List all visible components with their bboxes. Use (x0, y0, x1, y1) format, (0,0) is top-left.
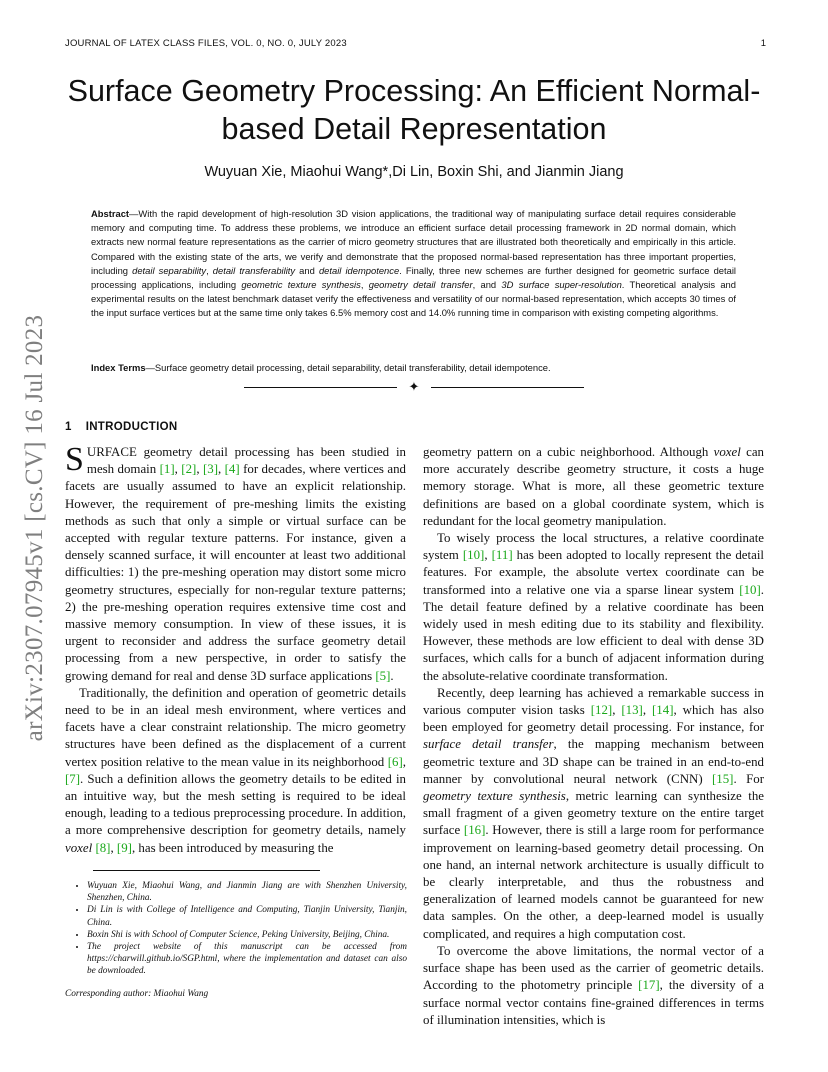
abstract-text: . Theoretical analysis and experimental results on the latest benchmark dataset verify the effectiveness and versatility of our normal-based representation, which accepts 30 times of the input surface vertices but at the same time only takes 6.5% memory cost and 14.0% running time in comparison with existing competing algorithms. (91, 279, 736, 319)
italic-term: surface detail transfer (423, 737, 554, 752)
index-terms-label: Index Terms (91, 362, 146, 373)
citation-link[interactable]: [4] (224, 462, 240, 477)
citation-link[interactable]: [17] (638, 978, 660, 993)
text-run: , the diversity of a surface normal vector contains fine-grained differences in terms of illumination intensities, which is (423, 978, 764, 1027)
abstract-text: and (295, 264, 319, 276)
paragraph (65, 685, 406, 857)
footnote-item: • The project website of this manuscript can be accessed from https://charwill.github.io/SGP.html, where the implementation and dataset can also be downloaded. (87, 941, 407, 978)
abstract-text: —With the rapid development of high-resolution 3D vision applications, the traditional way of manipulating surface detail requires considerable memory and computing time. To address these problems, we introduce an efficient surface detail processing framework in 2D normal domain, which extracts new normal feature representations as the carrier of micro geometry structures that are illustrated both theoretically and empirically in this article. Compared with the existing state of the arts, we verify and demonstrate that the proposed normal-based representation has three important properties, including (91, 208, 736, 276)
section-number: 1 (65, 421, 72, 433)
divider-line (244, 387, 397, 388)
abstract-term: 3D surface super-resolution (501, 279, 622, 291)
abstract-text: . Finally, three new schemes are further designed for geometric surface detail processing applications, including (91, 264, 736, 291)
text-run: can more accurately describe geometry structure, it costs a huge memory storage. What is more, all these geometric texture definitions are based on a global coordinate system, which is redundant for the local geometry manipulation. (423, 445, 764, 528)
section-heading (65, 421, 177, 433)
citation-link[interactable]: [5] (375, 668, 391, 683)
citation-link[interactable]: [15] (712, 771, 734, 786)
citation-link[interactable]: [10] (739, 582, 761, 597)
smallcaps-lead: URFACE (86, 445, 137, 459)
right-column (423, 444, 764, 1029)
text-run: , which has also been employed for geometry detail processing. For instance, for (423, 703, 764, 735)
italic-term: voxel (65, 840, 93, 855)
text-run: . However, there is still a large room for performance improvement on learning-based geometry detail processing. On one hand, an internal network architecture is usually difficult to be clearly interpretable, and thus the robustness and generalization of learned models cannot be guaranteed for new data samples. On the other, a deep-learned model is usually complicated, and requires a high computation cost. (423, 823, 765, 941)
index-terms-text: —Surface geometry detail processing, detail separability, detail transferability, detail idempotence. (145, 362, 551, 373)
abstract-text: , (206, 264, 213, 276)
paragraph (65, 441, 406, 685)
index-terms (91, 361, 736, 375)
text-run: . Such a definition allows the geometry details to be edited in an intuitive way, but the mesh setting is required to be ideal enough, leading to a tedious preprocessing procedure. In addition, a more comprehensive description for geometry details, namely (65, 771, 406, 838)
citation-link[interactable]: [11] (491, 548, 513, 563)
citation-link[interactable]: [6] (387, 754, 403, 769)
divider-line (431, 387, 584, 388)
citation-link[interactable]: [2] (181, 462, 197, 477)
left-column (65, 441, 406, 857)
citation-link[interactable]: [1] (159, 462, 175, 477)
arxiv-stamp (10, 295, 60, 760)
text-run: , (402, 754, 406, 769)
text-run: , (484, 548, 492, 563)
citation-link[interactable]: [9] (116, 840, 132, 855)
arxiv-stamp-text: arXiv:2307.07945v1 [cs.CV] 16 Jul 2023 (21, 314, 48, 741)
text-run: . For (733, 771, 764, 786)
italic-term: geometry texture synthesis (423, 789, 566, 804)
citation-link[interactable]: [8] (95, 840, 111, 855)
abstract (91, 207, 736, 321)
citation-link[interactable]: [10] (462, 548, 485, 563)
text-run: geometry pattern on a cubic neighborhood. Although (423, 445, 714, 459)
text-run: for decades, where vertices and facets are usually assumed to have an explicit relationship. However, the requirement of pre-meshing limits the existing methods as such that only a simple or virtual surface can be accepted with regular texture patterns. For instance, given a densely scanned surface, it will encounter at least two additional difficulties: 1) the pre-meshing operation may distort some micro geometry structures, especially for non-regular texture patterns; 2) the pre-meshing operation requires extensive time cost and massive memory consumption. In view of these issues, it is urgent to reconsider and address the surface geometry detail processing from a new perspective, in order to satisfy the growing demand for real and dense 3D surface applications (65, 462, 406, 683)
text-run: To overcome the above limitations, the normal vector of a surface shape has been used as the carrier of geometric details. According to the photometry principle (423, 943, 764, 993)
text-run: . The detail feature defined by a relative coordinate has been widely used in mesh editing due to its stability and flexibility. However, these methods are low efficient to deal with dense 3D surfaces, which calls for a bunch of adjacent information during the absolute-relative coordinate transformation. (423, 582, 764, 683)
abstract-label: Abstract (91, 208, 130, 219)
abstract-term: detail transferability (212, 264, 296, 276)
citation-link[interactable]: [12] (590, 703, 613, 718)
text-run: , (612, 703, 622, 718)
running-head: JOURNAL OF LATEX CLASS FILES, VOL. 0, NO. 0, JULY 2023 (65, 38, 347, 49)
text-run: , metric learning can synthesize the small fragment of a given geometry texture on the entire target surface (423, 789, 764, 838)
abstract-term: detail idempotence (318, 264, 400, 276)
text-run: , has been introduced by measuring the (131, 840, 334, 855)
citation-link[interactable]: [14] (652, 703, 674, 718)
citation-link[interactable]: [16] (463, 823, 486, 838)
text-run: Traditionally, the definition and operation of geometric details need to be in an ideal mesh environment, where vertices and facets have a clear constraint relationship. The micro geometry structures have been defined as the displacement of a current vertex position relative to the mean value in its neighborhood (65, 685, 406, 769)
abstract-term: geometry detail transfer (368, 279, 473, 291)
text-run: , (218, 462, 225, 477)
abstract-term: geometric texture synthesis (241, 279, 361, 291)
text-run: Recently, deep learning has achieved a remarkable success in various computer vision tasks (423, 685, 764, 718)
text-run: To wisely process the local structures, a relative coordinate system (423, 531, 764, 563)
paragraph (423, 444, 764, 530)
abstract-text: , and (472, 279, 502, 291)
paragraph (423, 943, 764, 1029)
text-run: , (110, 840, 117, 855)
text-run: , (174, 462, 182, 477)
text-run: . (390, 668, 394, 683)
footnote-rule (93, 870, 320, 871)
abstract-text: , (360, 279, 369, 291)
paper-title: Surface Geometry Processing: An Efficient Normal-based Detail Representation (67, 74, 761, 146)
page-number: 1 (760, 38, 766, 49)
divider-star-icon: ✦ (408, 379, 420, 394)
footnote-item: • Wuyuan Xie, Miaohui Wang, and Jianmin Jiang are with Shenzhen University, Shenzhen, China. (87, 880, 407, 904)
footnotes (65, 880, 407, 1000)
text-run: , (642, 703, 653, 718)
paragraph (423, 685, 764, 943)
drop-cap: S (65, 441, 84, 478)
section-divider (244, 379, 584, 394)
footnote-item: • Boxin Shi is with School of Computer Science, Peking University, Beijing, China. (87, 929, 407, 941)
italic-term: voxel (713, 445, 741, 459)
text-run: geometry detail processing has been studied in mesh domain (86, 445, 406, 477)
paragraph (423, 530, 764, 685)
citation-link[interactable]: [13] (621, 703, 643, 718)
text-run: has been adopted to locally represent the detail features. For example, the absolute vertex coordinate can be transformed into a relative one via a sparse linear system (423, 548, 764, 597)
text-run: , (196, 462, 203, 477)
citation-link[interactable]: [3] (202, 462, 218, 477)
footnote-list (65, 880, 407, 978)
author-list: Wuyuan Xie, Miaohui Wang*,Di Lin, Boxin Shi, and Jianmin Jiang (204, 164, 624, 180)
abstract-term: detail separability (132, 264, 207, 276)
section-title: INTRODUCTION (85, 421, 178, 433)
citation-link[interactable]: [7] (65, 771, 81, 786)
footnote-item: • Di Lin is with College of Intelligence and Computing, Tianjin University, Tianjin, China. (87, 904, 407, 928)
text-run: , the mapping mechanism between geometric texture and 3D shape can be trained in an end-to-end manner by convolutional neural network (CNN) (423, 737, 765, 786)
corresponding-author: Corresponding author: Miaohui Wang (65, 988, 209, 999)
